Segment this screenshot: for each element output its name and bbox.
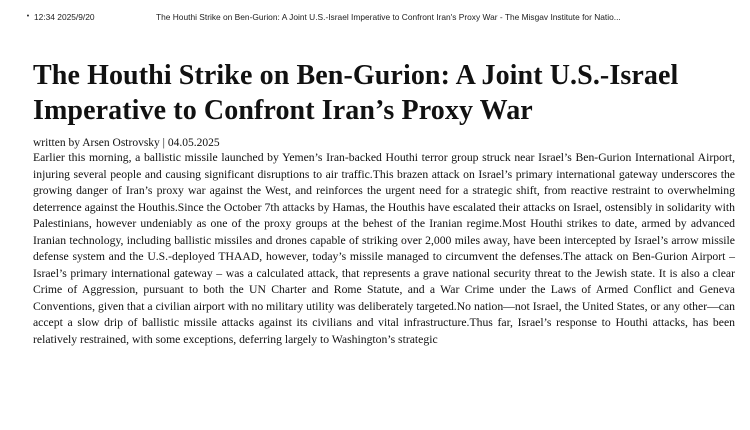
article-headline: The Houthi Strike on Ben-Gurion: A Joint U.S.-Israel Imperative to Confront Iran’s Proxy War bbox=[33, 60, 679, 126]
article-byline: written by Arsen Ostrovsky | 04.05.2025 bbox=[33, 137, 220, 149]
article-body: Earlier this morning, a ballistic missile launched by Yemen’s Iran-backed Houthi terror group struck near Israel’s Ben-Gurion International Airport, injuring several people and causing significant disruptions to air traffic.This brazen attack on Israel’s primary international gateway underscores the growing danger of Iran’s proxy war against the West, and reinforces the urgent need for a strategic shift, from reactive restraint to overwhelming deterrence against the Houthis.Since the October 7th attacks by Hamas, the Houthis have escalated their attacks on Israel, ostensibly in solidarity with Palestinians, however undeniably as one of the proxy groups at the behest of the Iranian regime.Most Houthi strikes to date, armed by advanced Iranian technology, including ballistic missiles and drones capable of striking over 2,000 miles away, have been intercepted by Israel’s arrow missile defense system and the U.S.-deployed THAAD, however, today’s missile managed to circumvent the defenses.The attack on Ben-Gurion Airport – Israel’s primary international gateway – was a calculated attack, that represents a grave national security threat to the Jewish state. It is also a clear Crime of Aggression, pursuant to both the UN Charter and Rome Statute, and a War Crime under the Laws of Armed Conflict and Geneva Conventions, given that a civilian airport with no military utility was deliberately targeted.No nation—not Israel, the United States, or any other—can accept a slow drip of ballistic missile attacks against its civilians and vital infrastructure.Thus far, Israel’s response to Houthi attacks, has been relatively restrained, with some exceptions, deferring largely to Washington’s strategic bbox=[33, 151, 735, 346]
print-datetime: 12:34 2025/9/20 bbox=[34, 12, 95, 22]
print-header bbox=[24, 9, 740, 25]
bullet-icon: • bbox=[26, 13, 30, 20]
print-page-title: The Houthi Strike on Ben-Gurion: A Joint U.S.-Israel Imperative to Confront Iran's Proxy War - The Misgav Institute for Natio... bbox=[156, 12, 621, 22]
